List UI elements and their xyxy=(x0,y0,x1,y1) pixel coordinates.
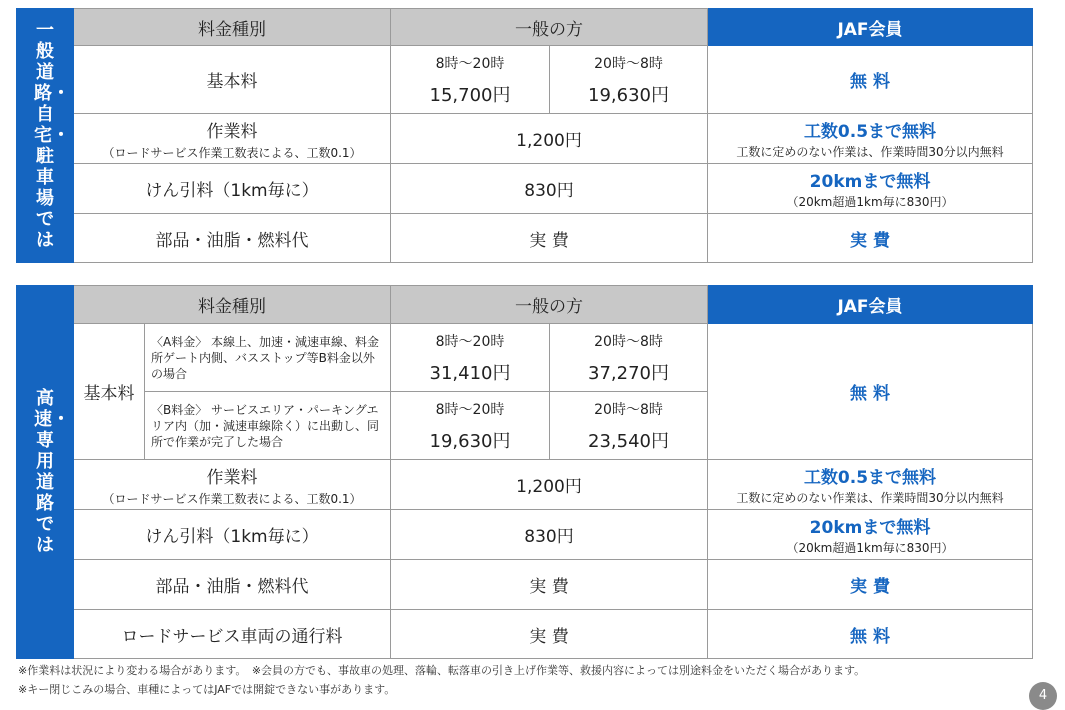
table-row-work xyxy=(17,460,1033,510)
basic-a-description: 〈A料金〉 本線上、加速・減速車線、料金所ゲート内側、バスストップ等B料金以外の場合 xyxy=(145,324,391,392)
header-general: 一般の方 xyxy=(391,286,708,324)
table-row-parts xyxy=(17,214,1033,263)
footer-note-2: ※キー閉じこみの場合、車種によってはJAFでは開錠できない事があります。 xyxy=(18,683,396,696)
tow-fee-label: けん引料（1km毎に） xyxy=(74,164,391,214)
day-price: 19,630円 xyxy=(429,430,511,452)
tow-fee-label: けん引料（1km毎に） xyxy=(74,510,391,560)
header-jaf-member: JAF会員 xyxy=(708,9,1033,46)
table-row-basic xyxy=(17,46,1033,114)
work-member-cell xyxy=(708,460,1033,510)
night-price: 37,270円 xyxy=(588,362,669,384)
header-jaf-member: JAF会員 xyxy=(708,286,1033,324)
work-general-fee: 1,200円 xyxy=(391,114,708,164)
parts-member-fee: 実 費 xyxy=(708,560,1033,610)
table-row-parts xyxy=(17,560,1033,610)
basic-day-cell xyxy=(391,46,550,114)
table-row-basic-a xyxy=(17,324,1033,392)
tow-member-note: （20km超過1km毎に830円） xyxy=(786,195,954,209)
night-time: 20時～8時 xyxy=(594,401,663,418)
night-price: 23,540円 xyxy=(588,430,669,452)
work-member-fee: 工数0.5まで無料 xyxy=(803,122,937,142)
night-price: 19,630円 xyxy=(588,84,669,106)
work-member-note: 工数に定めのない作業は、作業時間30分以内無料 xyxy=(736,491,1004,505)
work-general-fee: 1,200円 xyxy=(391,460,708,510)
header-fee-type: 料金種別 xyxy=(74,9,391,46)
table-row-tow xyxy=(17,510,1033,560)
basic-fee-label: 基本料 xyxy=(74,46,391,114)
night-time: 20時～8時 xyxy=(594,333,663,350)
basic-fee-label: 基本料 xyxy=(74,324,145,460)
tow-member-cell xyxy=(708,510,1033,560)
toll-member-fee: 無 料 xyxy=(708,610,1033,659)
page-number-badge: 4 xyxy=(1029,682,1057,710)
toll-general-fee: 実 費 xyxy=(391,610,708,659)
basic-b-night-cell xyxy=(550,392,708,460)
work-fee-label: 作業料 xyxy=(206,467,258,488)
work-fee-note: （ロードサービス作業工数表による、工数0.1） xyxy=(102,145,362,160)
work-fee-cell xyxy=(74,114,391,164)
section-side-label: 高速・専用道路では xyxy=(17,286,74,659)
work-member-cell xyxy=(708,114,1033,164)
parts-general-fee: 実 費 xyxy=(391,560,708,610)
basic-b-description: 〈B料金〉 サービスエリア・パーキングエリア内（加・減速車線除く）に出動し、同所で作業が完了した場合 xyxy=(145,392,391,460)
header-fee-type: 料金種別 xyxy=(74,286,391,324)
header-general: 一般の方 xyxy=(391,9,708,46)
basic-a-night-cell xyxy=(550,324,708,392)
work-fee-note: （ロードサービス作業工数表による、工数0.1） xyxy=(102,491,362,506)
day-time: 8時～20時 xyxy=(435,401,505,418)
basic-member-fee: 無 料 xyxy=(708,324,1033,460)
tow-general-fee: 830円 xyxy=(391,164,708,214)
work-fee-label: 作業料 xyxy=(206,121,258,142)
section-side-label: 一般道路・自宅・駐車場では xyxy=(17,9,74,263)
footer-note-1: ※作業料は状況により変わる場合があります。 ※会員の方でも、事故車の処理、落輪、転落車の引き上げ作業等、救援内容によっては別途料金をいただく場合があります。 xyxy=(18,664,866,677)
tow-member-cell xyxy=(708,164,1033,214)
parts-fee-label: 部品・油脂・燃料代 xyxy=(74,214,391,263)
fee-table-general-road xyxy=(16,8,1033,263)
day-time: 8時～20時 xyxy=(435,55,505,72)
basic-a-day-cell xyxy=(391,324,550,392)
day-price: 31,410円 xyxy=(429,362,511,384)
work-fee-cell xyxy=(74,460,391,510)
parts-general-fee: 実 費 xyxy=(391,214,708,263)
parts-fee-label: 部品・油脂・燃料代 xyxy=(74,560,391,610)
work-member-fee: 工数0.5まで無料 xyxy=(803,468,937,488)
toll-fee-label: ロードサービス車両の通行料 xyxy=(74,610,391,659)
basic-member-fee: 無 料 xyxy=(708,46,1033,114)
day-price: 15,700円 xyxy=(429,84,511,106)
table-row-work xyxy=(17,114,1033,164)
basic-night-cell xyxy=(550,46,708,114)
night-time: 20時～8時 xyxy=(594,55,663,72)
tow-member-fee: 20kmまで無料 xyxy=(809,518,931,538)
table-row-tow xyxy=(17,164,1033,214)
tow-general-fee: 830円 xyxy=(391,510,708,560)
fee-table-expressway xyxy=(16,285,1033,659)
day-time: 8時～20時 xyxy=(435,333,505,350)
tow-member-note: （20km超過1km毎に830円） xyxy=(786,541,954,555)
table-row-toll xyxy=(17,610,1033,659)
tow-member-fee: 20kmまで無料 xyxy=(809,172,931,192)
work-member-note: 工数に定めのない作業は、作業時間30分以内無料 xyxy=(736,145,1004,159)
parts-member-fee: 実 費 xyxy=(708,214,1033,263)
basic-b-day-cell xyxy=(391,392,550,460)
